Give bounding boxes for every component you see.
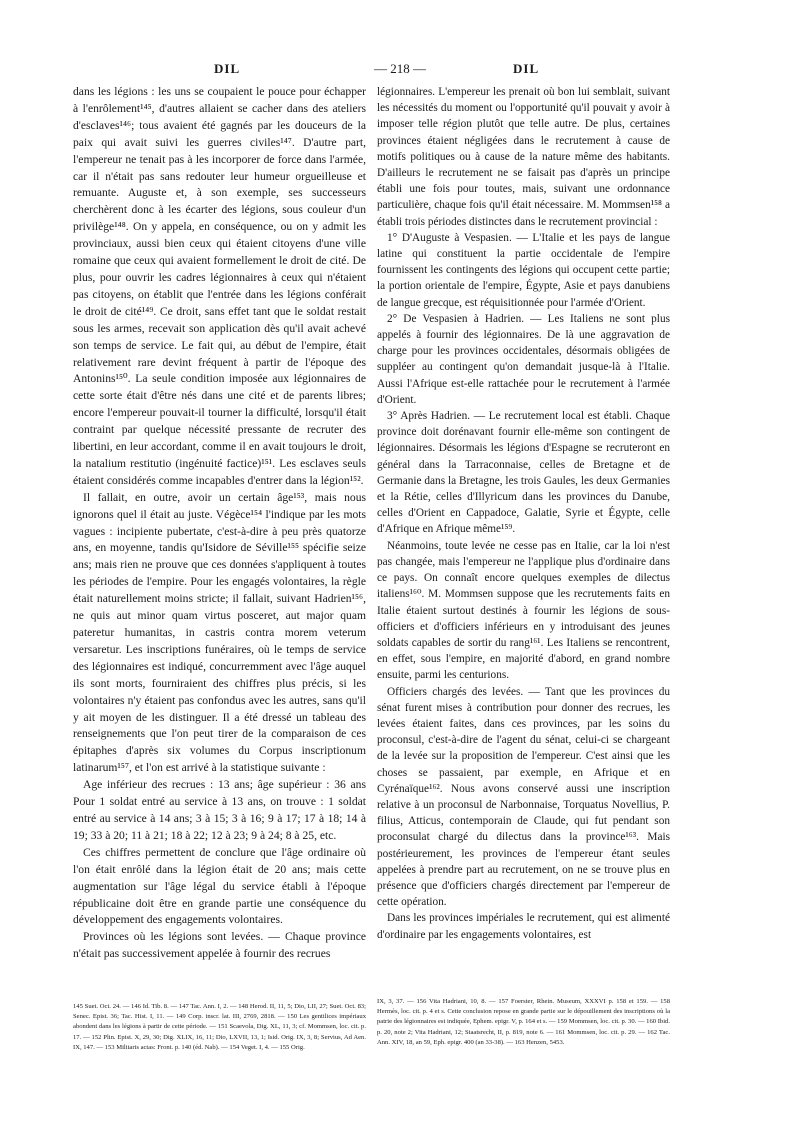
paragraph: Dans les provinces impériales le recrutement, qui est alimenté d'ordinaire par les engagements volontaires, est (377, 912, 670, 941)
section-heading-paragraph: Provinces où les légions sont levées. — Chaque province n'était pas successivement appelée à fournir des recrues (73, 930, 366, 961)
paragraph: légionnaires. L'empereur les prenait où bon lui semblait, suivant les nécessités du moment ou l'opportunité qu'il pouvait y avoir à imposer telle région plutôt que telle autre. De plus, certaines provinces étaient négligées dans le recrutement à cause de motifs politiques ou à cause de la nature même des habitants. D'ailleurs le recrutement ne se faisait pas d'après un principe établi une fois pour toutes, mais, suivant une ordonnance particulière, chaque fois qu'il était nécessaire. M. Mommsen¹⁵⁸ a établi trois périodes distinctes dans le recrutement provincial : (377, 86, 670, 228)
period-paragraph: 1° D'Auguste à Vespasien. — L'Italie et les pays de langue latine qui constituent la partie occidentale de l'empire fournissent les contingents des légions qui occupent cette partie; la portion orientale de l'empire, Égypte, Asie et pays danubiens de langue grecque, est réquisitionnée pour l'armée d'Orient. (377, 231, 670, 309)
paragraph: dans les légions : les uns se coupaient le pouce pour échapper à l'enrôlement¹⁴⁵, d'autres allaient se cacher dans des ateliers d'esclaves¹⁴⁶; tous avaient été gagnés par les douceurs de la paix qui avait suivi les guerres civiles¹⁴⁷. D'autre part, l'empereur ne tenait pas à les incorporer de force dans l'armée, car il n'était pas sans redouter leur humeur orgueilleuse et remuante. Auguste et, à son exemple, ses successeurs cherchèrent donc à les écarter des légions, sous couleur d'un privilège¹⁴⁸. On y appela, en conséquence, ou on y admit les provinciaux, aussi bien ceux qui étaient citoyens d'une ville romaine que ceux qui avaient formellement le droit de cité. De plus, pour ouvrir les cadres légionnaires à ceux qui n'étaient pas citoyens, on établit que l'entrée dans les légions conférait le droit de cité¹⁴⁹. Ce droit, sans effet tant que le soldat restait sous les armes, recevait son application dès qu'il avait achevé son temps de service. Le fait qui, au début de l'empire, était relativement rare devint fréquent à partir de l'époque des Antonins¹⁵⁰. La seule condition imposée aux légionnaires de cette sorte était d'être nés dans une cité et de parents libres; encore l'empereur pouvait-il tourner la difficulté, lorsqu'il était contraint par quelque nécessité pressante de recruter des libertini, en leur accordant, comme il en avait toujours le droit, la natalium restitutio (ingénuité factice)¹⁵¹. Les esclaves seuls étaient considérés comme incapables d'entrer dans la légion¹⁵². (73, 85, 366, 487)
running-head-left: DIL (214, 61, 241, 76)
paragraph: Néanmoins, toute levée ne cesse pas en Italie, car la loi n'est pas changée, mais l'empereur ne l'applique plus d'ordinaire dans ce pays. On connaît encore quelques exemples de dilectus italiens¹⁶⁰. M. Mommsen suppose que les recrutements faits en Italie étaient surtout destinés à fournir les légions de sous-officiers et d'officiers inférieurs en y introduisant des jeunes soldats capables de sortir du rang¹⁶¹. Les Italiens se rencontrent, en effet, sous l'empire, en majorité d'abord, en grand nombre ensuite, parmi les centurions. (377, 539, 670, 682)
right-column (377, 84, 670, 943)
page-number: — 218 — (374, 61, 426, 76)
footnotes-right: IX, 3, 37. — 156 Vita Hadriani, 10, 8. — 157 Foerster, Rhein. Museum, XXXVI p. 158 et 159. — 158 Hermès, loc. cit. p. 4 et s. Cette conclusion repose en grande partie sur le dépouillement des inscriptions où la patrie des légionnaires est indiquée, Ephem. epigr. V, p. 164 et s. — 159 Mommsen, loc. cit. p. 30. — 160 Ibid. p. 20, note 2; Vita Hadriani, 12; Staatsrecht, II, p. 819, note 6. — 161 Mommsen, loc. cit. p. 29. — 162 Tac. Ann. XIV, 18, an 59, Eph. epigr. 400 (an 33-38). — 163 Henzen, 5453. (377, 998, 670, 1046)
left-column (73, 84, 366, 963)
period-paragraph: 3° Après Hadrien. — Le recrutement local est établi. Chaque province doit dorénavant fournir elle-même son contingent de légionnaires. Désormais les légions d'Espagne se recruteront en général dans la Tarraconnaise, celles de Bretagne et de Germanie dans la Bretagne, les trois Gaules, les deux Germanies et la Rétie, celles d'Illyricum dans les provinces du Danube, celles d'Orient en Cappadoce, Galatie, Syrie et Égypte, celle d'Afrique en Afrique même¹⁵⁹. (377, 410, 670, 536)
period-paragraph: 2° De Vespasien à Hadrien. — Les Italiens ne sont plus appelés à fournir des légionnaires. De là une aggravation de charge pour les provinces occidentales, désormais obligées de suppléer au contingent qu'on demandait jusque-là à l'Italie. Aussi l'Afrique est-elle rattachée pour le recrutement à l'armée d'Orient. (377, 312, 670, 406)
section-heading-paragraph: Officiers chargés des levées. — Tant que les provinces du sénat furent mises à contribution pour donner des recrues, les levées étaient faites, dans ces provinces, par les soins du proconsul, c'est-à-dire de l'agent du sénat, celui-ci se chargeant de la levée sur la proposition de l'empereur. C'est ainsi que les choses se passaient, par exemple, en Afrique et en Cyrénaïque¹⁶². Nous avons conservé aussi une inscription relative à un proconsul de Narbonnaise, Torquatus Novellius, P. filius, Atticus, contemporain de Claude, qui fut pendant son proconsulat chargé du dilectus dans la province¹⁶³. Mais postérieurement, les provinces de l'empereur étant seules appelées à prendre part au recrutement, on ne se trouve plus en présence que d'officiers chargés directement par l'empereur de cette opération. (377, 685, 670, 909)
paragraph: Ces chiffres permettent de conclure que l'âge ordinaire où l'on était enrôlé dans la légion était de 20 ans; mais cette augmentation sur l'âge légal du service établi à l'époque républicaine doit être en grande partie une conséquence du développement des engagements volontaires. (73, 845, 366, 927)
running-head-right: DIL (513, 61, 540, 76)
footnotes-left: 145 Suet. Oct. 24. — 146 Id. Tib. 8. — 147 Tac. Ann. I, 2. — 148 Herod. II, 11, 5; Dio, LII, 27; Suet. Oct. 83; Senec. Epist. 36; Tac. Hist. I, 11. — 149 Corp. inscr. lat. III, 2769, 2818. — 150 Les gentilices impériaux abondent dans les légions à partir de cette période. — 151 Scaevola, Dig. XL, 11, 3; cf. Mommsen, loc. cit. p. 17. — 152 Plin. Epist. X, 29, 30; Dig. XLIX, 16, 11; Dio, LXVII, 13, 1; Isid. Orig. IX, 3, 8; Servius, Ad Aen. IX, 147. — 153 Militaris actas: Front. p. 140 (éd. Nab). — 154 Veget. I, 4. — 155 Orig. (73, 1003, 366, 1051)
statistics-paragraph: Age inférieur des recrues : 13 ans; âge supérieur : 36 ans Pour 1 soldat entré au service à 13 ans, on trouve : 1 soldat entré au service à 14 ans; 3 à 15; 3 à 16; 9 à 17; 17 à 18; 14 à 19; 33 à 20; 11 à 21; 18 à 22; 12 à 23; 9 à 24; 8 à 25, etc. (73, 778, 366, 842)
paragraph: Il fallait, en outre, avoir un certain âge¹⁵³, mais nous ignorons quel il était au juste. Végèce¹⁵⁴ l'indique par les mots vagues : incipiente pubertate, c'est-à-dire à peu près quatorze ans, en moyenne, tandis qu'Isidore de Séville¹⁵⁵ spécifie seize ans; mais rien ne prouve que ces données s'appliquent à toutes les périodes de l'empire. Pour les engagés volontaires, la règle était naturellement moins stricte; il fallait, suivant Hadrien¹⁵⁶, ne quis aut minor quam virtus posceret, aut major quam pateretur humanitas, in castris contra morem veterum versaretur. Les inscriptions funéraires, où le temps de service des légionnaires est indiqué, concurremment avec l'âge auquel ils sont morts, fourniraient des chiffres plus précis, si les volontaires n'y étaient pas confondus avec les autres, sans qu'il y ait moyen de les distinguer. Il a été dressé un tableau des renseignements que l'on peut tirer de la comparaison de ces épitaphes d'après six volumes du Corpus inscriptionum latinarum¹⁵⁷, et l'on est arrivé à la statistique suivante : (73, 490, 366, 775)
